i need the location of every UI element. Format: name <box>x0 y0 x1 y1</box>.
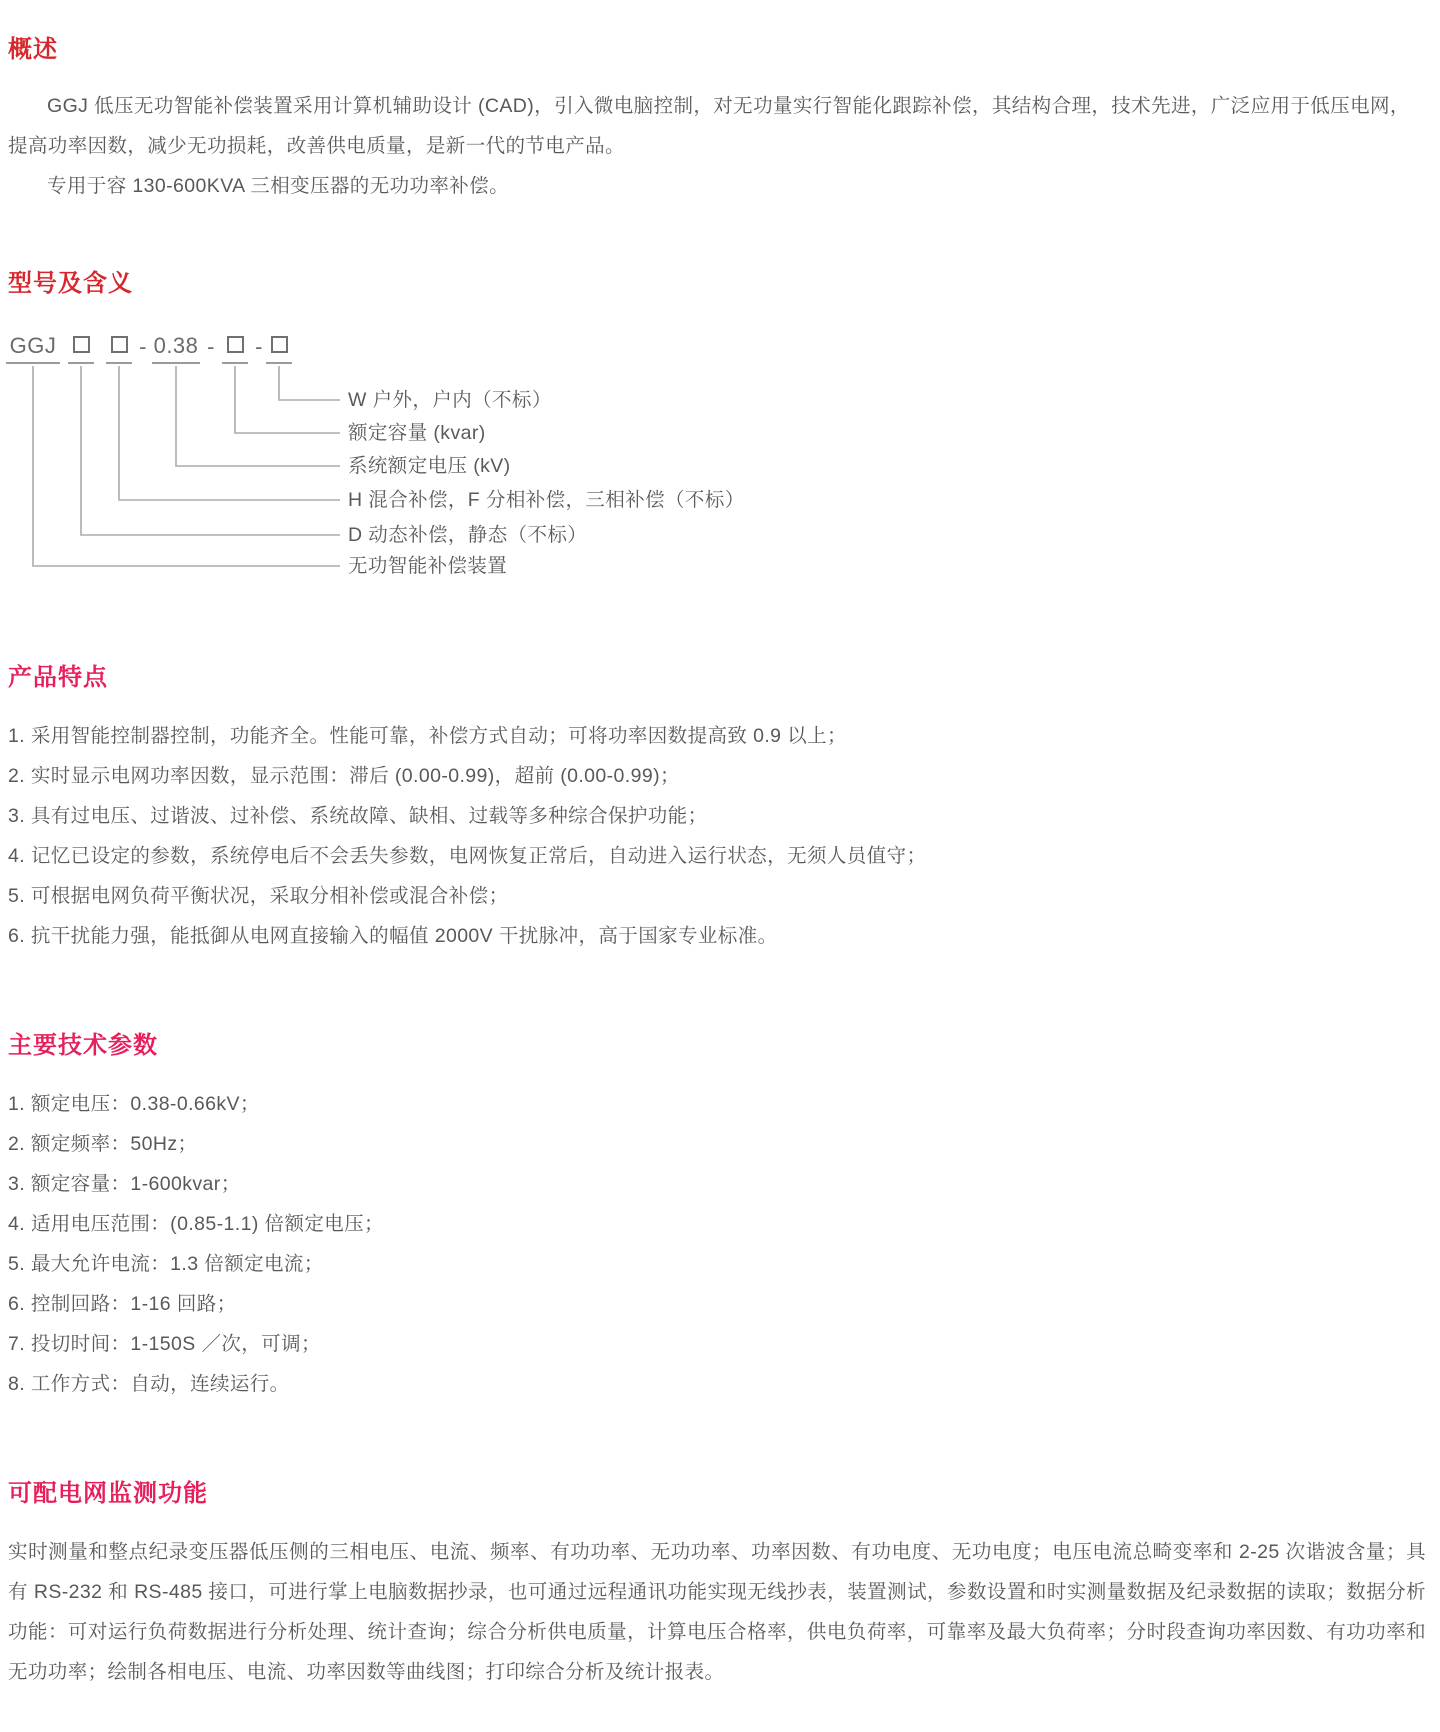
model-meaning-diagram <box>8 330 1432 588</box>
model-label-compensation-type: H 混合补偿，F 分相补偿，三相补偿（不标） <box>348 489 745 511</box>
param-item: 1. 额定电压：0.38-0.66kV； <box>8 1093 260 1115</box>
overview-paragraph-2: 专用于容 130-600KVA 三相变压器的无功功率补偿。 <box>47 175 509 197</box>
overview-paragraphs <box>8 86 1426 206</box>
model-code-dash-1: - <box>139 334 147 359</box>
monitoring-section-heading: 可配电网监测功能 <box>8 1480 208 1507</box>
model-code-slot-2 <box>106 330 132 364</box>
param-item: 3. 额定容量：1-600kvar； <box>8 1173 241 1195</box>
overview-paragraph-1: GGJ 低压无功智能补偿装置采用计算机辅助设计 (CAD)，引入微电脑控制，对无功量实行智能化跟踪补偿，其结构合理，技术先进，广泛应用于低压电网，提高功率因数，减少无功损耗，改善供电质量，是新一代的节电产品。 <box>8 95 1410 157</box>
model-code-dash-2: - <box>207 334 215 359</box>
placeholder-box-icon <box>271 336 288 353</box>
param-item: 4. 适用电压范围：(0.85-1.1) 倍额定电压； <box>8 1213 384 1235</box>
feature-item: 1. 采用智能控制器控制，功能齐全。性能可靠，补偿方式自动；可将功率因数提高致 0.9 以上； <box>8 725 847 747</box>
model-code-voltage: 0.38 <box>152 330 200 364</box>
feature-item: 3. 具有过电压、过谐波、过补偿、系统故障、缺相、过载等多种综合保护功能； <box>8 805 708 827</box>
param-item: 6. 控制回路：1-16 回路； <box>8 1293 237 1315</box>
feature-item: 2. 实时显示电网功率因数，显示范围：滞后 (0.00-0.99)，超前 (0.00-0.99)； <box>8 765 680 787</box>
model-code-slot-4 <box>266 330 292 364</box>
params-section-heading: 主要技术参数 <box>8 1032 158 1059</box>
model-connector-lines <box>8 330 1432 588</box>
placeholder-box-icon <box>73 336 90 353</box>
params-list <box>8 1084 1426 1404</box>
model-label-outdoor-indoor: W 户外，户内（不标） <box>348 389 552 411</box>
model-label-rated-capacity: 额定容量 (kvar) <box>348 422 486 444</box>
feature-item: 4. 记忆已设定的参数，系统停电后不会丢失参数，电网恢复正常后，自动进入运行状态，无须人员值守； <box>8 845 927 867</box>
model-code-slot-3 <box>222 330 248 364</box>
monitoring-body-paragraph: 实时测量和整点纪录变压器低压侧的三相电压、电流、频率、有功功率、无功功率、功率因数、有功电度、无功电度；电压电流总畸变率和 2-25 次谐波含量；具有 RS-232 和 RS-485 接口，可进行掌上电脑数据抄录，也可通过远程通讯功能实现无线抄表，装置测试，参数设置和时实测量数据及纪录数据的读取；数据分析功能：可对运行负荷数据进行分析处理、统计查询；综合分析供电质量，计算电压合格率，供电负荷率，可靠率及最大负荷率；分时段查询功率因数、有功功率和无功功率；绘制各相电压、电流、功率因数等曲线图；打印综合分析及统计报表。 <box>8 1541 1426 1683</box>
overview-section-heading: 概述 <box>8 36 58 63</box>
feature-item: 6. 抗干扰能力强，能抵御从电网直接输入的幅值 2000V 干扰脉冲，高于国家专业标准。 <box>8 925 778 947</box>
placeholder-box-icon <box>111 336 128 353</box>
features-list <box>8 716 1426 956</box>
param-item: 7. 投切时间：1-150S ／次，可调； <box>8 1333 321 1355</box>
model-code-prefix: GGJ <box>6 330 60 364</box>
model-section-heading: 型号及含义 <box>8 270 133 297</box>
features-section-heading: 产品特点 <box>8 664 108 691</box>
model-label-system-voltage: 系统额定电压 (kV) <box>348 455 511 477</box>
model-label-device-name: 无功智能补偿装置 <box>348 555 508 577</box>
model-label-dynamic-static: D 动态补偿，静态（不标） <box>348 524 588 546</box>
model-code-slot-1 <box>68 330 94 364</box>
param-item: 2. 额定频率：50Hz； <box>8 1133 198 1155</box>
param-item: 8. 工作方式：自动，连续运行。 <box>8 1373 290 1395</box>
model-code-dash-3: - <box>255 334 263 359</box>
feature-item: 5. 可根据电网负荷平衡状况，采取分相补偿或混合补偿； <box>8 885 509 907</box>
placeholder-box-icon <box>227 336 244 353</box>
param-item: 5. 最大允许电流：1.3 倍额定电流； <box>8 1253 324 1275</box>
